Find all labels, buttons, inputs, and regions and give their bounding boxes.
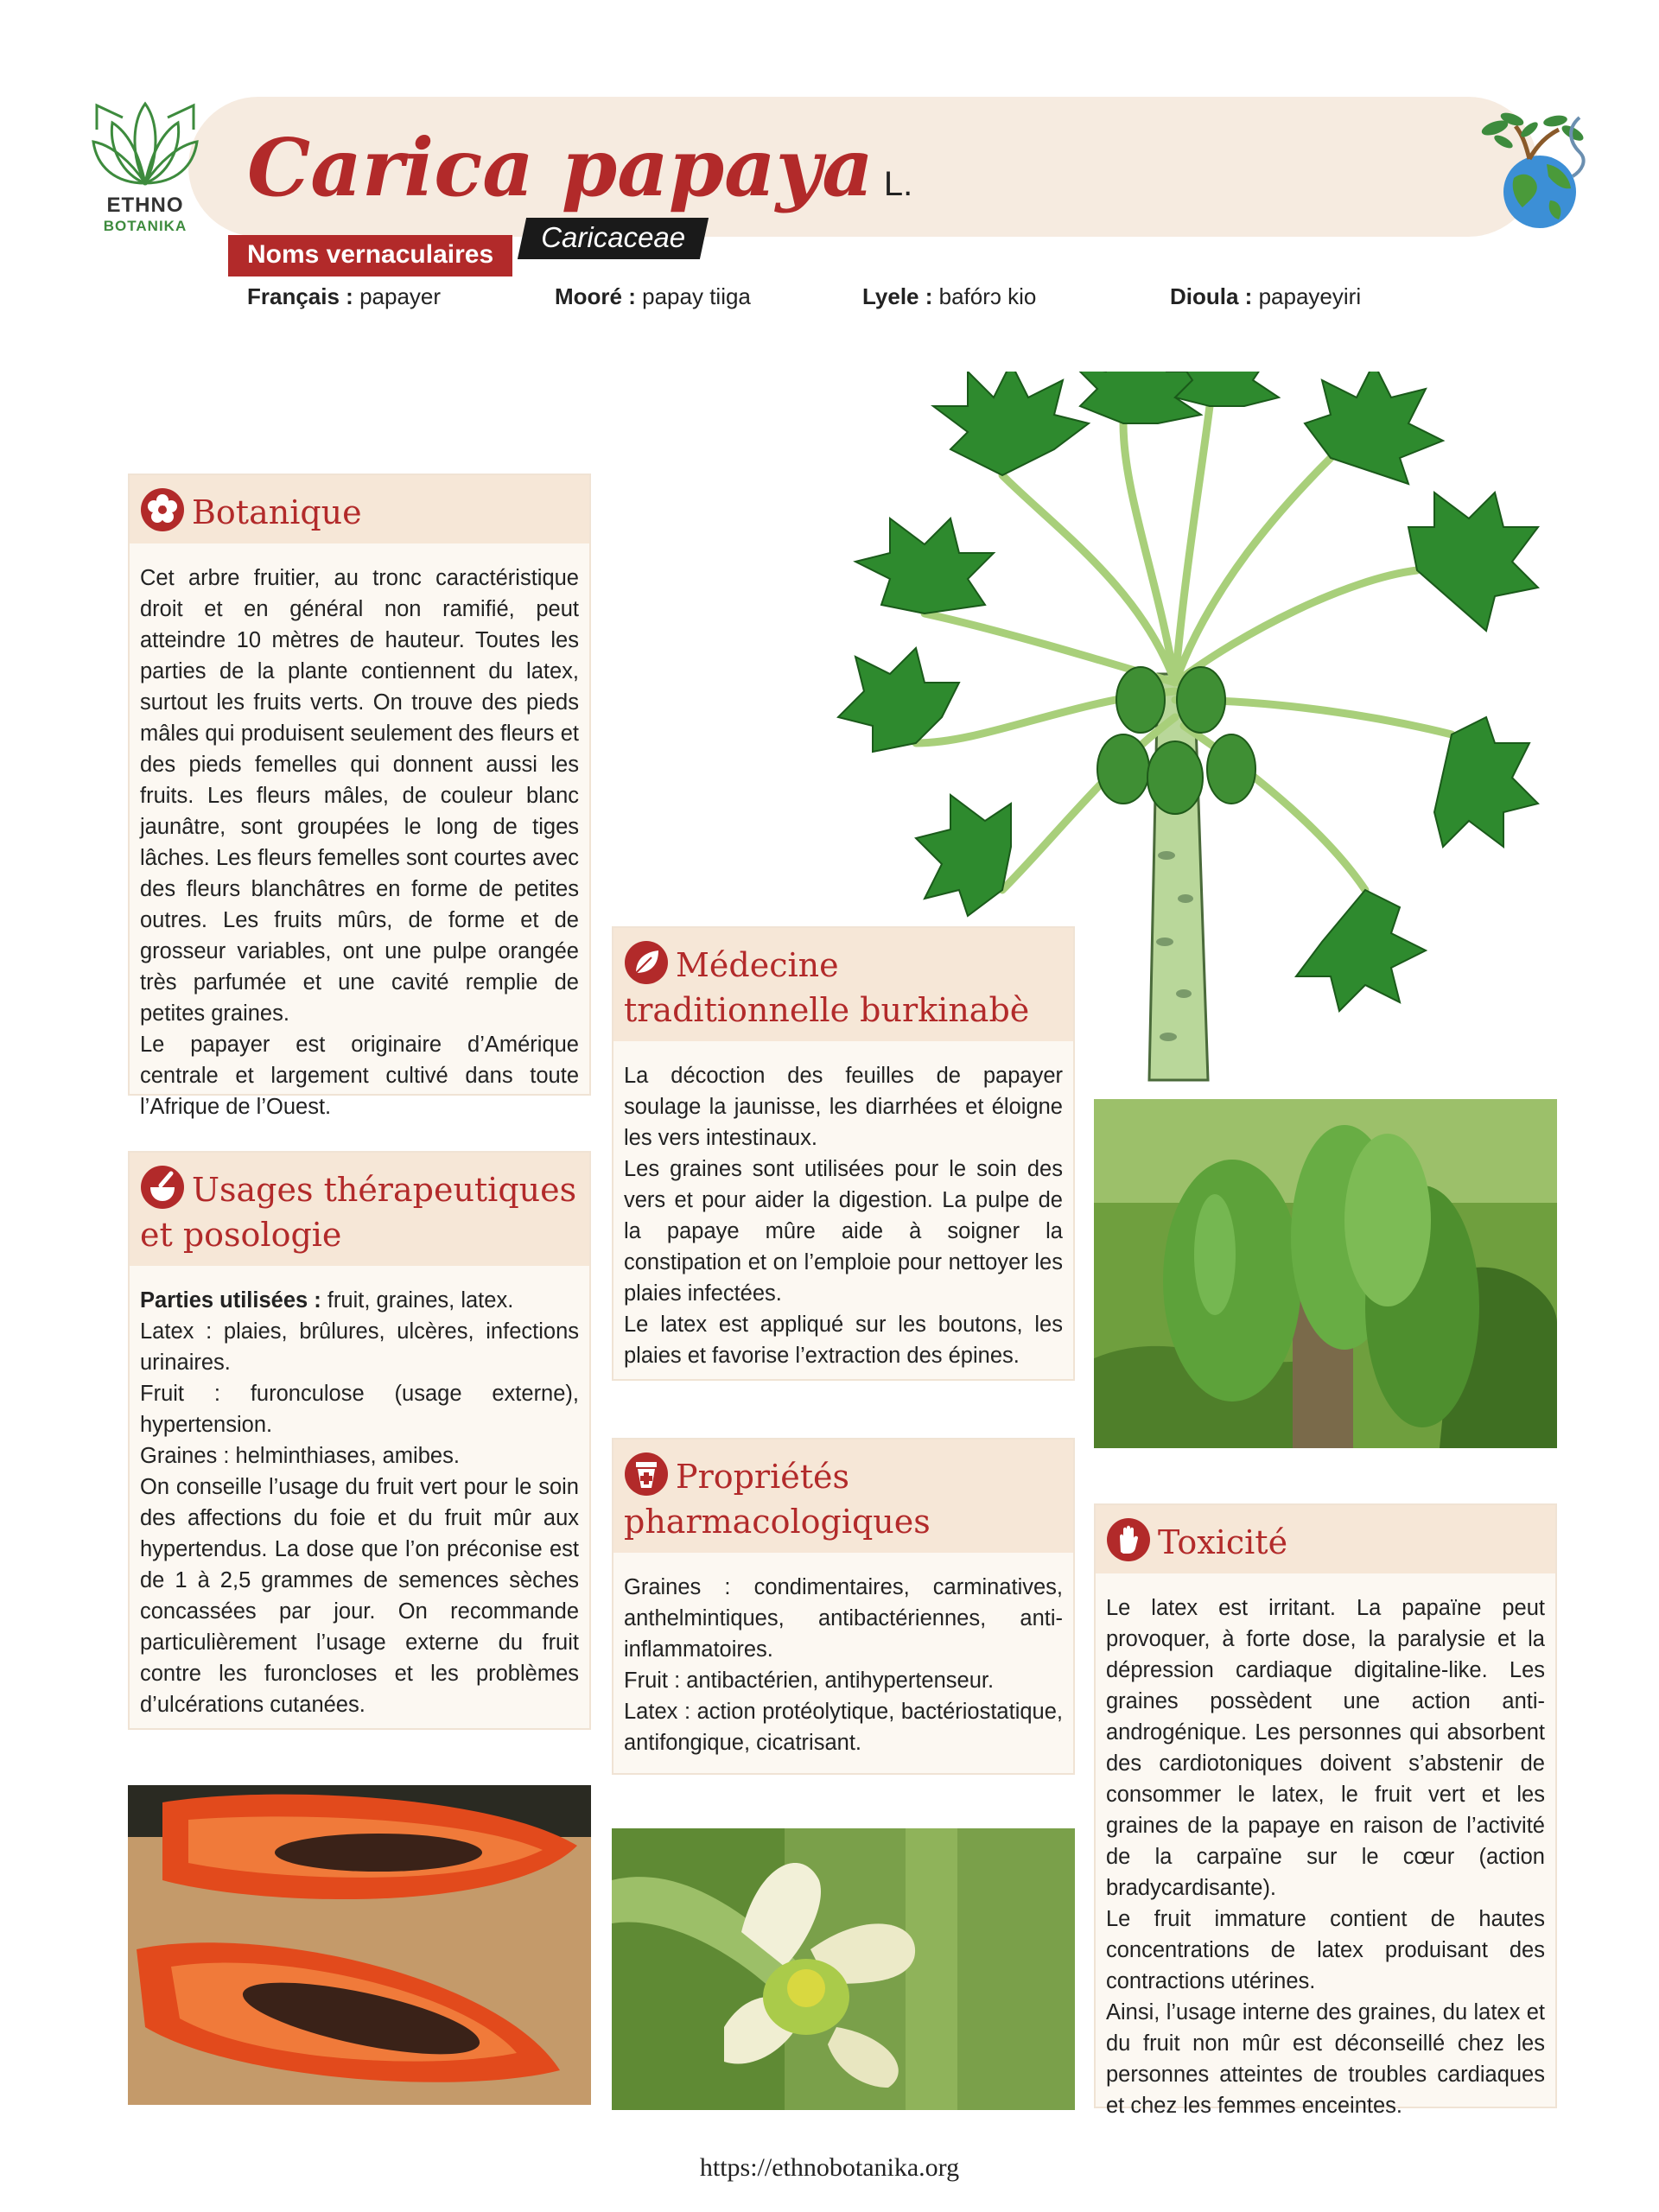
proprietes-title-2: pharmacologiques	[624, 1503, 931, 1541]
botanique-paragraph: Le papayer est originaire d’Amérique centrale et largement cultivé dans toute l’Afrique de l’Ouest.	[140, 1033, 579, 1119]
toxicite-paragraph: Le latex est irritant. La papaïne peut provoquer, à forte dose, la paralysie et la dépression cardiaque digitaline-like. Les graines possèdent une action anti-androgénique. Les personnes qui absorbent des cardiotoniques doivent s’abstenir de consommer le latex, le fruit vert et les graines de la papaye en raison de l’activité de la carpaïne sur le cœur (action bradycardisante).	[1106, 1596, 1545, 1900]
logo-text-ethno: ETHNO	[106, 194, 184, 217]
medecine-header	[613, 928, 1073, 1041]
proprietes-body	[613, 1553, 1073, 1769]
toxicite-box	[1094, 1503, 1557, 2118]
medecine-body	[613, 1041, 1073, 1382]
usages-parts-value: fruit, graines, latex.	[321, 1288, 514, 1313]
medecine-box	[612, 926, 1075, 1381]
proprietes-header	[613, 1440, 1073, 1553]
usages-paragraph: On conseille l’usage du fruit vert pour le soin des affections du foie et du fruit mûr aux hypertendus. La dose que l’on préconise est de 1 à 2,5 grammes de semences sèches concassées par jour. On recommande particulièrement l’usage externe du fruit contre les furoncloses et les problèmes d’ulcérations cutanées.	[140, 1475, 579, 1717]
usages-box	[128, 1151, 591, 1730]
botanique-header	[130, 475, 589, 543]
usages-body	[130, 1266, 589, 1731]
species-title	[247, 121, 912, 214]
photo-green-papayas	[1094, 1099, 1557, 1448]
vernacular-name: papayer	[359, 283, 442, 309]
medecine-paragraph: Le latex est appliqué sur les boutons, les plaies et favorise l’extraction des épines.	[624, 1313, 1063, 1368]
proprietes-box	[612, 1438, 1075, 1775]
family-name: Caricaceae	[541, 221, 686, 253]
species-name: Carica papaya	[247, 121, 874, 214]
family-badge	[518, 218, 709, 259]
vernacular-names-badge: Noms vernaculaires	[228, 235, 512, 276]
toxicite-paragraph: Le fruit immature contient de hautes concentrations de latex produisant des contractions utérines.	[1106, 1907, 1545, 1993]
proprietes-paragraph: Graines : condimentaires, carminatives, anthelmintiques, antibactériennes, anti-inflammatoires.	[624, 1575, 1063, 1662]
vernacular-name: papay tiiga	[642, 283, 751, 309]
toxicite-body	[1096, 1573, 1555, 2132]
flower-icon	[140, 487, 185, 532]
vernacular-name: bafórɔ kio	[938, 283, 1037, 309]
vernacular-dioula	[1170, 283, 1361, 310]
globe-tree-icon	[1469, 104, 1599, 233]
usages-paragraph: Fruit : furonculose (usage externe), hypertension.	[140, 1382, 579, 1437]
stop-hand-icon	[1106, 1517, 1151, 1562]
usages-paragraph: Latex : plaies, brûlures, ulcères, infections urinaires.	[140, 1319, 579, 1375]
footer-url[interactable]: https://ethnobotanika.org	[699, 2153, 960, 2182]
toxicite-title: Toxicité	[1158, 1523, 1288, 1561]
vernacular-lang: Lyele :	[862, 283, 933, 309]
botanique-paragraph: Cet arbre fruitier, au tronc caractéristique droit et en général non ramifié, peut atteindre 10 mètres de hauteur. Toutes les parties de la plante contiennent du latex, surtout les fruits verts. On trouve des pieds mâles qui produisent seulement des fleurs et des pieds femelles qui donnent aussi les fruits. Les fleurs mâles, de couleur blanc jaunâtre, sont groupées le long de tiges lâches. Les fleurs femelles sont courtes avec des fleurs blanchâtres en forme de petites outres. Les fruits mûrs, de forme et de grosseur variables, ont une pulpe orangée très parfumée et une cavité remplie de petites graines.	[140, 566, 579, 1026]
medecine-title-2: traditionnelle burkinabè	[624, 991, 1030, 1029]
usages-parts	[140, 1285, 579, 1316]
medecine-paragraph: La décoction des feuilles de papayer soulage la jaunisse, les diarrhées et éloigne les vers intestinaux.	[624, 1064, 1063, 1150]
ethnobotanika-logo	[88, 97, 202, 244]
medecine-paragraph: Les graines sont utilisées pour le soin des vers et pour aider la digestion. La pulpe de la papaye mûre aide à soigner la constipation et on l’emploie pour nettoyer les plaies infectées.	[624, 1157, 1063, 1306]
vernacular-name: papayeyiri	[1258, 283, 1362, 309]
botanique-box	[128, 474, 591, 1119]
mortar-icon	[140, 1165, 185, 1210]
leaf-icon	[624, 940, 669, 985]
pharmacy-icon	[624, 1452, 669, 1497]
botanique-body	[130, 543, 589, 1133]
usages-title-2: et posologie	[140, 1216, 342, 1254]
lotus-logo-icon	[88, 97, 202, 192]
proprietes-paragraph: Latex : action protéolytique, bactériostatique, antifongique, cicatrisant.	[624, 1700, 1063, 1755]
usages-title-1: Usages thérapeutiques	[192, 1171, 577, 1209]
vernacular-lyele	[862, 283, 1036, 310]
logo-text-botanika: BOTANIKA	[103, 218, 188, 234]
proprietes-title-1: Propriétés	[676, 1458, 850, 1496]
vernacular-francais	[247, 283, 441, 310]
proprietes-paragraph: Fruit : antibactérien, antihypertenseur.	[624, 1669, 995, 1693]
usages-paragraph: Graines : helminthiases, amibes.	[140, 1444, 460, 1468]
photo-papaya-flower	[612, 1828, 1075, 2110]
usages-header	[130, 1153, 589, 1266]
vernacular-moore	[555, 283, 751, 310]
toxicite-paragraph: Ainsi, l’usage interne des graines, du latex et du fruit non mûr est déconseillé chez les personnes atteintes de troubles cardiaques et chez les femmes enceintes.	[1106, 2000, 1545, 2118]
vernacular-lang: Mooré :	[555, 283, 636, 309]
species-author: L.	[883, 165, 913, 203]
botanique-title: Botanique	[192, 493, 362, 531]
vernacular-lang: Dioula :	[1170, 283, 1253, 309]
photo-cut-papaya	[128, 1785, 591, 2105]
usages-parts-label: Parties utilisées :	[140, 1288, 321, 1313]
toxicite-header	[1096, 1505, 1555, 1573]
medecine-title-1: Médecine	[676, 946, 839, 984]
vernacular-lang: Français :	[247, 283, 353, 309]
